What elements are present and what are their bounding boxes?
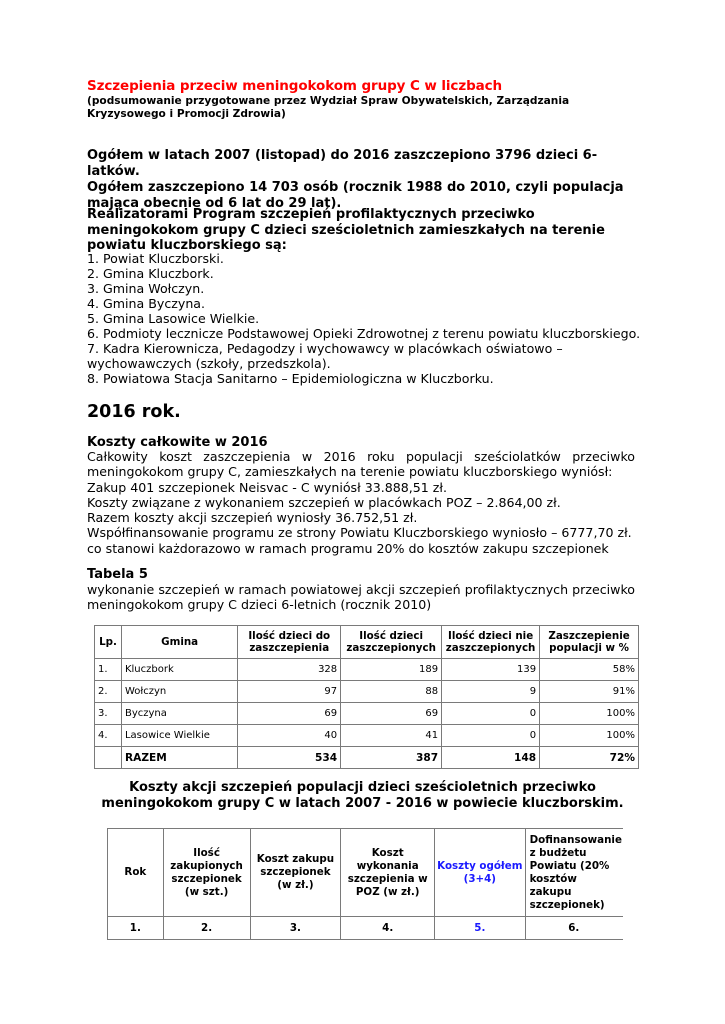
- table-total-row: [95, 747, 639, 769]
- column-header: Koszt zakupu szczepionek (w zł.): [250, 829, 341, 917]
- implementers-list: [87, 251, 647, 386]
- cell-not-vaccinated: 0: [442, 725, 540, 747]
- column-header: Ilość dzieci nie zaszczepionych: [442, 626, 540, 659]
- list-item: wychowawczych (szkoły, przedszkola).: [87, 356, 331, 371]
- cell-lp: 1.: [95, 659, 122, 681]
- implementers-heading: Realizatorami Program szczepień profilaktycznych przeciwko meningokokom grupy C dzieci sześcioletnich zamieszkałych na terenie powiatu kluczborskiego są:: [87, 207, 605, 253]
- cell-lp: [95, 747, 122, 769]
- cell-vaccinated: 69: [341, 703, 442, 725]
- column-number: 4.: [341, 917, 435, 940]
- cell-not-vaccinated: 0: [442, 703, 540, 725]
- cell-vaccinated: 387: [341, 747, 442, 769]
- costs-table-heading: Koszty akcji szczepień populacji dzieci sześcioletnich przeciwko meningokokom grupy C w latach 2007 - 2016 w powiecie kluczborskim.: [101, 780, 624, 811]
- cell-to-vaccinate: 328: [238, 659, 341, 681]
- cell-gmina: Byczyna: [121, 703, 237, 725]
- table-row: [95, 659, 639, 681]
- summary-line-1: Ogółem w latach 2007 (listopad) do 2016 zaszczepiono 3796 dzieci 6-latków.: [87, 148, 598, 179]
- list-item: 8. Powiatowa Stacja Sanitarno – Epidemiologiczna w Kluczborku.: [87, 371, 494, 386]
- year-heading: 2016 rok.: [87, 402, 181, 422]
- cell-gmina: Wołczyn: [121, 681, 237, 703]
- list-item: 3. Gmina Wołczyn.: [87, 281, 205, 296]
- costs-intro-line-1: Całkowity koszt zaszczepienia w 2016 roku populacji sześciolatków przeciwko: [87, 449, 635, 464]
- cell-gmina: RAZEM: [121, 747, 237, 769]
- list-item: 5. Gmina Lasowice Wielkie.: [87, 311, 260, 326]
- column-header: Rok: [108, 829, 164, 917]
- costs-intro-line-2: meningokokom grupy C, zamieszkałych na terenie powiatu kluczborskiego wyniósł:: [87, 464, 613, 480]
- cost-line: co stanowi każdorazowo w ramach programu 20% do kosztów zakupu szczepionek: [87, 540, 609, 556]
- cell-percent: 100%: [540, 703, 639, 725]
- vaccination-table: [94, 625, 639, 769]
- column-header: Gmina: [121, 626, 237, 659]
- cell-not-vaccinated: 9: [442, 681, 540, 703]
- column-header: Koszty ogółem (3+4): [435, 829, 526, 917]
- list-item: 6. Podmioty lecznicze Podstawowej Opieki Zdrowotnej z terenu powiatu kluczborskiego.: [87, 326, 641, 341]
- table-header-row: [95, 626, 639, 659]
- cell-not-vaccinated: 139: [442, 659, 540, 681]
- cell-vaccinated: 88: [341, 681, 442, 703]
- table-header-row: [108, 829, 624, 917]
- table5-description: [87, 582, 635, 613]
- column-number-row: [108, 917, 624, 940]
- table5-desc-line-2: meningokokom grupy C dzieci 6-letnich (rocznik 2010): [87, 597, 432, 613]
- table5-heading: Tabela 5: [87, 567, 148, 582]
- cell-percent: 58%: [540, 659, 639, 681]
- column-header: Ilość dzieci zaszczepionych: [341, 626, 442, 659]
- cell-to-vaccinate: 40: [238, 725, 341, 747]
- costs-table: [107, 828, 623, 940]
- document-subtitle: (podsumowanie przygotowane przez Wydział Spraw Obywatelskich, Zarządzania Kryzysowego i Promocji Zdrowia): [87, 95, 570, 120]
- cell-lp: 3.: [95, 703, 122, 725]
- table-row: [95, 681, 639, 703]
- column-number: 1.: [108, 917, 164, 940]
- list-item: 2. Gmina Kluczbork.: [87, 266, 214, 281]
- list-item: 1. Powiat Kluczborski.: [87, 251, 224, 266]
- cell-percent: 100%: [540, 725, 639, 747]
- cell-percent: 91%: [540, 681, 639, 703]
- document-title: Szczepienia przeciw meningokokom grupy C w liczbach: [87, 78, 503, 94]
- cell-to-vaccinate: 97: [238, 681, 341, 703]
- column-header: Ilość dzieci do zaszczepienia: [238, 626, 341, 659]
- summary-block: [87, 148, 647, 212]
- column-number: 2.: [163, 917, 250, 940]
- cell-gmina: Kluczbork: [121, 659, 237, 681]
- list-item: 7. Kadra Kierownicza, Pedagodzy i wychowawcy w placówkach oświatowo –: [87, 341, 563, 356]
- cost-line: Razem koszty akcji szczepień wyniosły 36.752,51 zł.: [87, 510, 418, 526]
- column-number: 3.: [250, 917, 341, 940]
- cell-not-vaccinated: 148: [442, 747, 540, 769]
- cell-to-vaccinate: 534: [238, 747, 341, 769]
- cell-vaccinated: 189: [341, 659, 442, 681]
- cost-line: Koszty związane z wykonaniem szczepień w placówkach POZ – 2.864,00 zł.: [87, 494, 561, 510]
- cell-to-vaccinate: 69: [238, 703, 341, 725]
- costs-text: [87, 449, 635, 556]
- table-row: [95, 703, 639, 725]
- cell-lp: 2.: [95, 681, 122, 703]
- table5-desc-line-1: wykonanie szczepień w ramach powiatowej akcji szczepień profilaktycznych przeciwko: [87, 582, 635, 597]
- cost-line: Współfinansowanie programu ze strony Powiatu Kluczborskiego wyniosło – 6777,70 zł.: [87, 525, 632, 541]
- costs-heading: Koszty całkowite w 2016: [87, 435, 268, 450]
- list-item: 4. Gmina Byczyna.: [87, 296, 206, 311]
- table-row: [95, 725, 639, 747]
- summary-line-2: Ogółem zaszczepiono 14 703 osób (rocznik 1988 do 2010, czyli populacja mająca obecnie od 6 lat do 29 lat).: [87, 180, 624, 211]
- cell-gmina: Lasowice Wielkie: [121, 725, 237, 747]
- cost-line: Zakup 401 szczepionek Neisvac - C wyniósł 33.888,51 zł.: [87, 479, 447, 495]
- column-header: Zaszczepienie populacji w %: [540, 626, 639, 659]
- column-number: 5.: [435, 917, 526, 940]
- column-header: Lp.: [95, 626, 122, 659]
- cell-vaccinated: 41: [341, 725, 442, 747]
- cell-percent: 72%: [540, 747, 639, 769]
- column-header: Koszt wykonania szczepienia w POZ (w zł.): [341, 829, 435, 917]
- column-header: Ilość zakupionych szczepionek (w szt.): [163, 829, 250, 917]
- column-header: Dofinansowanie z budżetu Powiatu (20% kosztów zakupu szczepionek): [525, 829, 623, 917]
- column-number: 6.: [525, 917, 623, 940]
- cell-lp: 4.: [95, 725, 122, 747]
